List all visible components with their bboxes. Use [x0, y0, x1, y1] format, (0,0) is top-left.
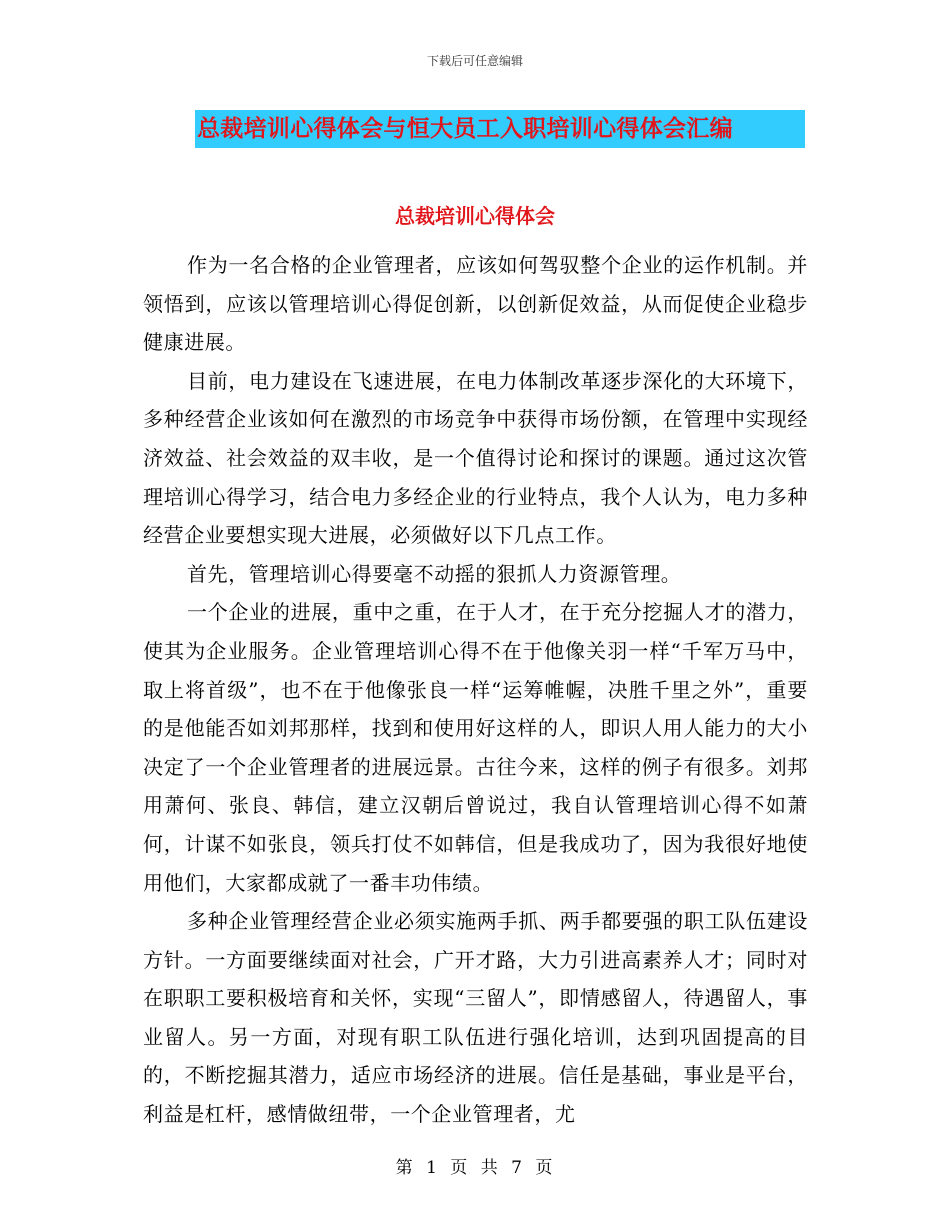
paragraph: 多种企业管理经营企业必须实施两手抓、两手都要强的职工队伍建设方针。一方面要继续面对社会，广开才路，大力引进高素养人才；同时对在职职工要积极培育和关怀，实现“三留人”，即情感留人，待遇留人，事业留人。另一方面，对现有职工队伍进行强化培训，达到巩固提高的目的，不断挖掘其潜力，适应市场经济的进展。信任是基础，事业是平台，利益是杠杆，感情做纽带，一个企业管理者，尤: [143, 909, 808, 1127]
page-number-footer: 第 1 页 共 7 页: [395, 1158, 555, 1178]
section-title: 总裁培训心得体会: [395, 204, 555, 228]
main-title: 总裁培训心得体会与恒大员工入职培训心得体会汇编: [195, 110, 805, 148]
paragraph: 一个企业的进展，重中之重，在于人才，在于充分挖掘人才的潜力，使其为企业服务。企业管理培训心得不在于他像关羽一样“千军万马中，取上将首级”，也不在于他像张良一样“运筹帷幄，决胜千里之外”，重要的是他能否如刘邦那样，找到和使用好这样的人，即识人用人能力的大小决定了一个企业管理者的进展远景。古往今来，这样的例子有很多。刘邦用萧何、张良、韩信，建立汉朝后曾说过，我自认管理培训心得不如萧何，计谋不如张良，领兵打仗不如韩信，但是我成功了，因为我很好地使用他们，大家都成就了一番丰功伟绩。: [143, 600, 808, 895]
body-text: [143, 246, 808, 1134]
paragraph: 目前，电力建设在飞速进展，在电力体制改革逐步深化的大环境下，多种经营企业该如何在激烈的市场竞争中获得市场份额，在管理中实现经济效益、社会效益的双丰收，是一个值得讨论和探讨的课题。通过这次管理培训心得学习，结合电力多经企业的行业特点，我个人认为，电力多种经营企业要想实现大进展，必须做好以下几点工作。: [143, 368, 808, 548]
page-header-note: 下载后可任意编辑: [426, 54, 523, 68]
paragraph: 作为一名合格的企业管理者，应该如何驾驭整个企业的运作机制。并领悟到，应该以管理培训心得促创新，以创新促效益，从而促使企业稳步健康进展。: [143, 253, 808, 355]
paragraph: 首先，管理培训心得要毫不动摇的狠抓人力资源管理。: [187, 561, 682, 586]
main-title-container: [195, 110, 805, 150]
